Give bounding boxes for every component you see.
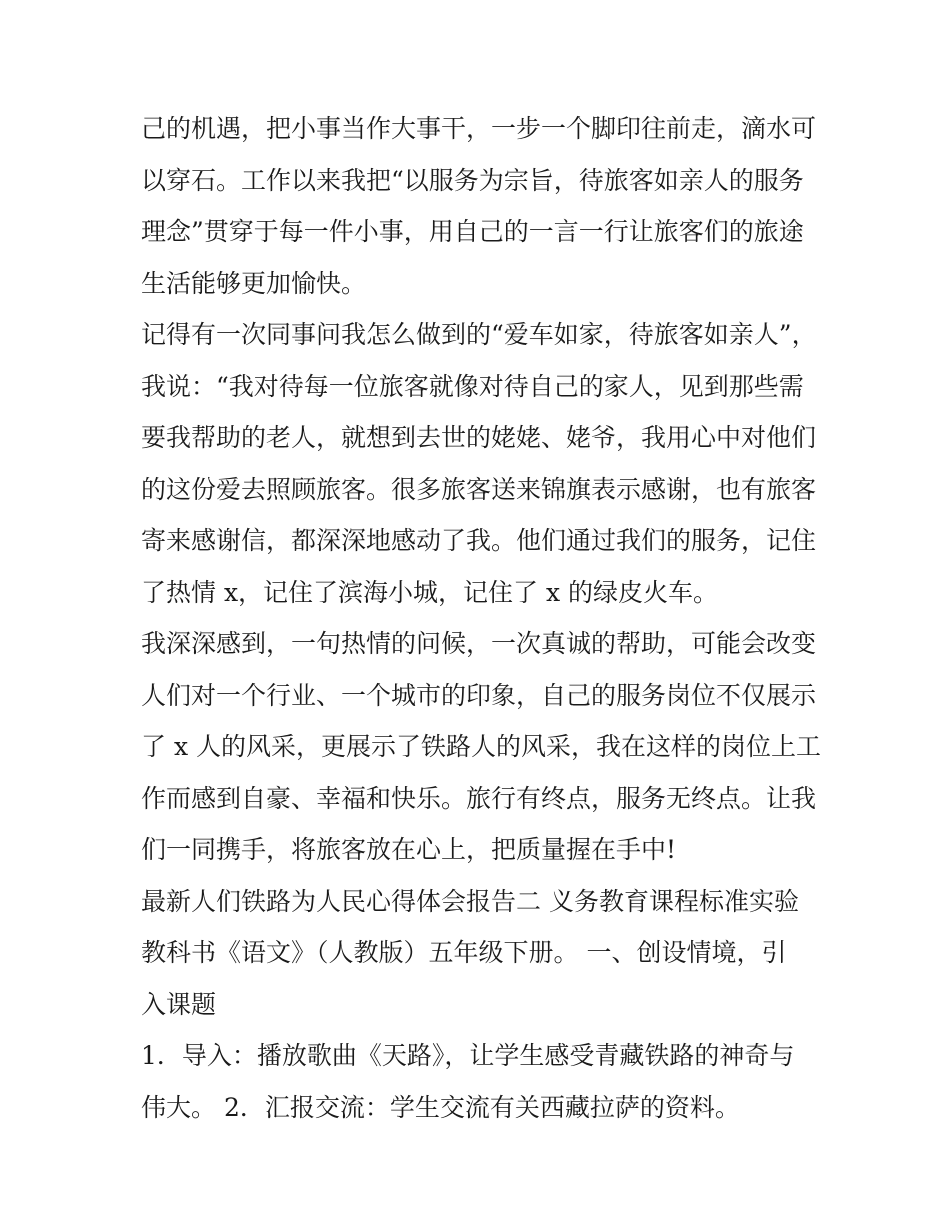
- document-body: [141, 103, 821, 1133]
- text-line: 最新人们铁路为人民心得体会报告二 义务教育课程标准实验: [141, 886, 799, 916]
- text-line: 1．导入：播放歌曲《天路》，让学生感受青藏铁路的神奇与: [141, 1041, 795, 1070]
- text-line: 寄来感谢信，都深深地感动了我。他们通过我们的服务，记住: [141, 526, 817, 555]
- text-line: 人们对一个行业、一个城市的印象，自己的服务岗位不仅展示: [141, 680, 817, 710]
- text-line: 们一同携手，将旅客放在心上，把质量握在手中!: [141, 835, 677, 864]
- text-line: 伟大。 2．汇报交流：学生交流有关西藏拉萨的资料。: [141, 1092, 740, 1122]
- text-line: 作而感到自豪、幸福和快乐。旅行有终点，服务无终点。让我: [141, 783, 817, 813]
- text-line: 生活能够更加愉快。: [141, 268, 367, 298]
- text-line: 入课题: [141, 989, 217, 1019]
- text-line: 理念”贯穿于每一件小事，用自己的一言一行让旅客们的旅途: [141, 217, 804, 246]
- text-line: 记得有一次同事问我怎么做到的“爱车如家，待旅客如亲人”，: [141, 320, 817, 349]
- text-line: 以穿石。工作以来我把“以服务为宗旨，待旅客如亲人的服务: [141, 165, 804, 195]
- text-line: 了热情 x，记住了滨海小城，记住了 x 的绿皮火车。: [141, 577, 719, 607]
- text-line: 我说：“我对待每一位旅客就像对待自己的家人，见到那些需: [141, 371, 804, 401]
- text-line: 的这份爱去照顾旅客。很多旅客送来锦旗表示感谢，也有旅客: [141, 474, 817, 504]
- text-line: 教科书《语文》（人教版）五年级下册。 一、创设情境，引: [141, 938, 787, 967]
- text-line: 了 x 人的风采，更展示了铁路人的风采，我在这样的岗位上工: [141, 732, 821, 761]
- text-line: 己的机遇，把小事当作大事干，一步一个脚印往前走，滴水可: [141, 114, 817, 143]
- text-line: 要我帮助的老人，就想到去世的姥姥、姥爷，我用心中对他们: [141, 423, 817, 452]
- text-line: 我深深感到，一句热情的问候，一次真诚的帮助，可能会改变: [141, 629, 817, 658]
